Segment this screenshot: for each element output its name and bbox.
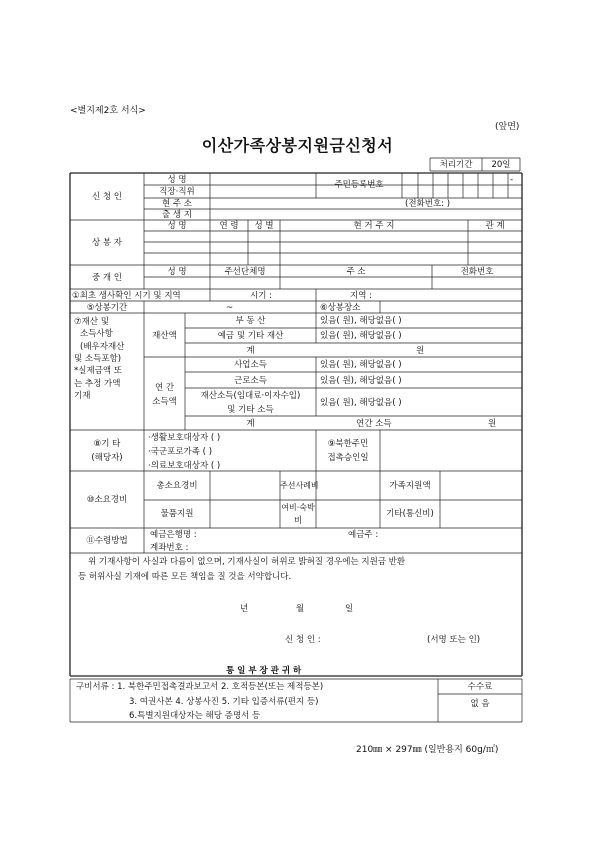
- deposits-entry: 있음( 원), 해당없음( ): [320, 331, 402, 341]
- other-label-2: (해당자): [91, 453, 123, 463]
- misc-cost-label: 기타(통신비): [386, 509, 434, 519]
- labor-income-label: 근로소득: [234, 376, 267, 386]
- bank-name-label: 예금은행명 :: [150, 530, 197, 540]
- date-month-label: 월: [296, 604, 305, 614]
- date-day-label: 일: [345, 604, 354, 614]
- fee-value: 없 음: [470, 699, 490, 709]
- property-label: 재산액: [152, 331, 177, 341]
- property-income-label-2: 및 기타 소득: [227, 405, 274, 415]
- broker-section-label: 중 개 인: [91, 273, 123, 283]
- first-check-region: 지역 :: [350, 291, 372, 301]
- income-label-2: 소득액: [152, 397, 177, 407]
- reunion-relation-header: 관 계: [485, 221, 505, 231]
- required-docs-line-3: 6.특별지원대상자는 해당 증명서 등: [129, 711, 261, 721]
- first-check-time: 시기 :: [250, 291, 272, 301]
- family-support-label: 가족지원액: [389, 481, 431, 491]
- page-side-label: (앞면): [495, 122, 520, 132]
- broker-org-header: 주선단체명: [224, 267, 266, 277]
- nk-contact-label-1: ⑨북한주민: [327, 439, 369, 449]
- applicant-phone-label: (전화번호: ): [405, 199, 451, 209]
- reunion-age-header: 연 령: [219, 221, 239, 231]
- other-item-medical: ·의료보호대상자 ( ): [148, 461, 221, 471]
- signature-or-seal: (서명 또는 인): [427, 635, 481, 645]
- annual-income-won: 원: [488, 419, 497, 429]
- travel-cost-label-2: 비: [293, 516, 303, 526]
- annual-income-label: 연간 소득: [356, 419, 392, 429]
- applicant-signature-label: 신 청 인 :: [285, 635, 321, 645]
- rrn-label: 주민등록번호: [334, 180, 384, 190]
- pledge-text-line-2: 등 허위사실 기재에 따른 모든 책임을 질 것을 서약합니다.: [78, 572, 292, 582]
- property-income-entry: 있음( 원), 해당없음( ): [320, 398, 402, 408]
- reunion-period-label: ⑤상봉기간: [86, 303, 128, 313]
- travel-cost-label-1: 여비·숙박: [281, 503, 315, 512]
- real-estate-label: 부 동 산: [235, 316, 266, 326]
- page-title: 이산가족상봉지원금신청서: [201, 136, 394, 155]
- reunion-name-header: 성 명: [167, 221, 187, 231]
- recipient-minister: 통 일 부 장 관 귀 하: [226, 666, 302, 676]
- business-income-entry: 있음( 원), 해당없음( ): [320, 360, 402, 370]
- required-docs-line-1: 구비서류 : 1. 북한주민접촉결과보고서 2. 호적등본(또는 제적등본): [76, 682, 324, 692]
- broker-phone-header: 전화번호: [460, 267, 494, 277]
- total-cost-label: 총소요경비: [156, 481, 198, 491]
- account-number-label: 계좌번호 :: [150, 543, 189, 553]
- applicant-section-label: 신 청 인: [91, 192, 123, 202]
- pledge-text-line-1: 위 기재사항이 사실과 다름이 없으며, 기재사실이 허위로 밝혀질 경우에는 지원금 반환: [88, 557, 406, 567]
- other-item-livelihood: ·생활보호대상자 ( ): [148, 433, 221, 443]
- date-year-label: 년: [240, 604, 249, 614]
- processing-period-label: 처리기간: [439, 160, 473, 170]
- account-holder-label: 예금주 :: [348, 530, 379, 540]
- processing-period-value: 20일: [491, 160, 511, 170]
- goods-support-label: 물품지원: [160, 509, 194, 519]
- applicant-name-label: 성 명: [167, 175, 187, 185]
- property-income-label-1: 재산소득(임대료·이자수입): [200, 391, 301, 401]
- broker-address-header: 주 소: [346, 267, 366, 277]
- reunion-place-label: ⑥상봉장소: [320, 303, 361, 313]
- labor-income-entry: 있음( 원), 해당없음( ): [320, 376, 402, 386]
- applicant-birthplace-label: 출 생 지: [161, 210, 193, 220]
- reunion-sex-header: 성 별: [254, 221, 274, 231]
- assets-side-label: ⑦재산 및 소득사항 (배우자재산 및 소득포함) *실제금액 또 는 추정 가액 기재: [74, 317, 125, 401]
- deposits-label: 예금 및 기타 재산: [217, 331, 284, 341]
- rrn-dash: -: [510, 175, 514, 185]
- nk-contact-label-2: 접촉승인일: [327, 453, 369, 463]
- receipt-section-label: ⑪수령방법: [86, 536, 128, 546]
- property-subtotal-label: 계: [246, 346, 255, 356]
- applicant-address-label: 현 주 소: [161, 199, 193, 209]
- other-item-pow-family: ·국군포로가족 ( ): [148, 447, 213, 457]
- applicant-job-label: 직장·직위: [159, 187, 195, 197]
- reunion-residence-header: 현 거 주 지: [353, 221, 395, 231]
- form-reference: <별지제2호 서식>: [70, 106, 146, 116]
- reunion-period-tilde: ~: [226, 303, 234, 313]
- business-income-label: 사업소득: [234, 360, 267, 370]
- required-docs-line-2: 3. 여권사본 4. 상봉사진 5. 기타 입증서류(편지 등): [129, 697, 319, 707]
- income-label-1: 연 간: [154, 383, 175, 393]
- first-check-label: ①최초 생사확인 시기 및 지역: [72, 291, 181, 301]
- paper-spec: 210㎜ × 297㎜ (일반용지 60g/㎡): [356, 745, 499, 755]
- real-estate-entry: 있음( 원), 해당없음( ): [320, 316, 402, 326]
- mediation-fee-label: 주선사례비: [280, 481, 319, 490]
- fee-label: 수수료: [467, 682, 493, 692]
- other-label-1: ⑧기 타: [93, 439, 121, 449]
- reunion-section-label: 상 봉 자: [91, 238, 123, 248]
- income-subtotal-label: 계: [246, 419, 255, 429]
- broker-name-header: 성 명: [167, 267, 187, 277]
- property-subtotal-won: 원: [416, 346, 425, 356]
- costs-section-label: ⑩소요경비: [86, 495, 128, 505]
